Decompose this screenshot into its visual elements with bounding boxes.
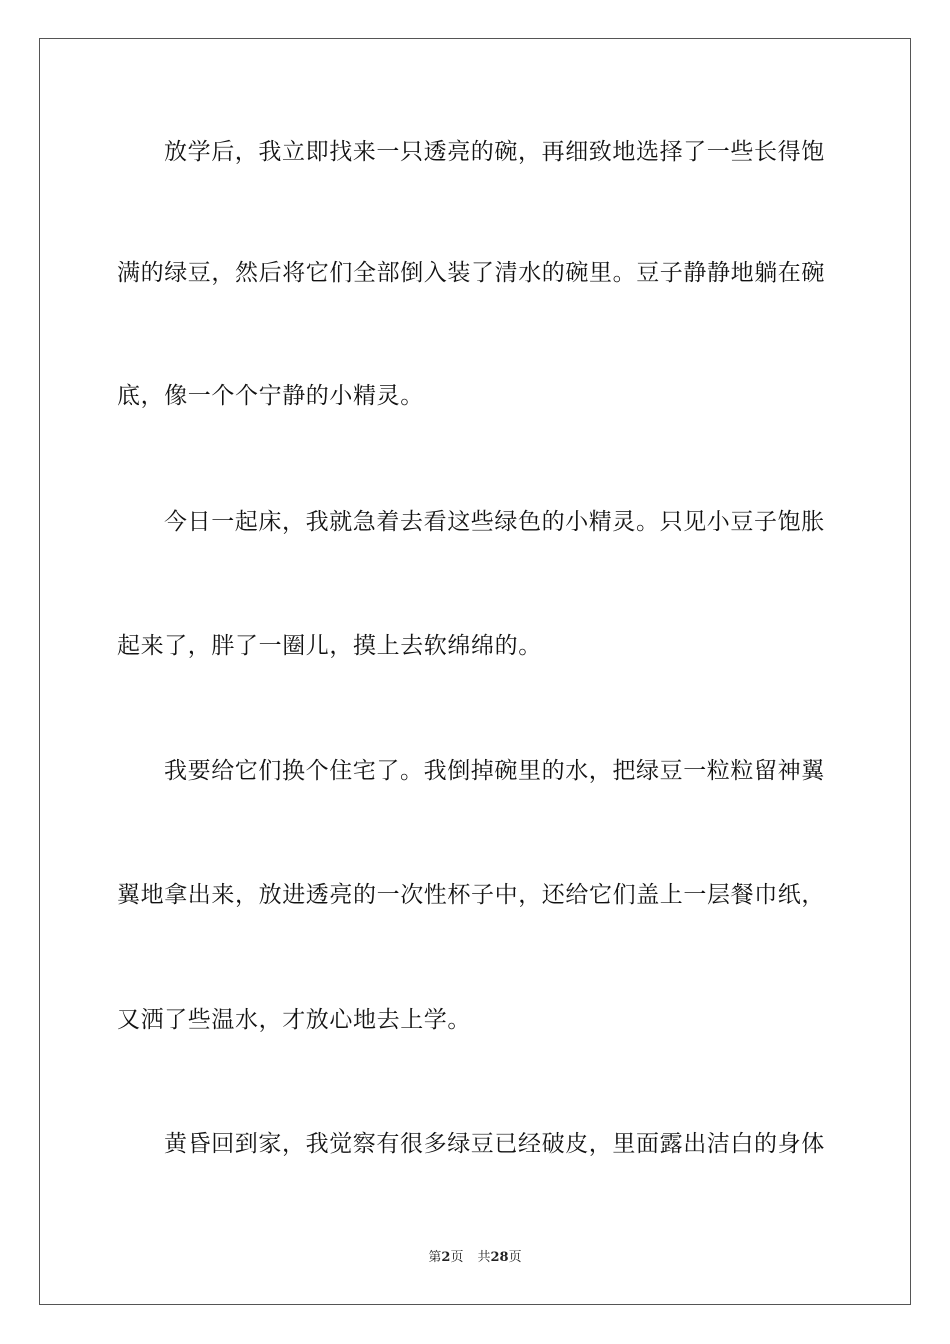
total-suffix: 页 bbox=[508, 1250, 522, 1265]
paragraph-1-line-1: 放学后，我立即找来一只透亮的碗，再细致地选择了一些长得饱 bbox=[164, 139, 825, 165]
paragraph-2-line-1: 今日一起床，我就急着去看这些绿色的小精灵。只见小豆子饱胀 bbox=[164, 509, 825, 535]
page-prefix: 第 bbox=[428, 1250, 442, 1265]
page-footer bbox=[0, 1246, 950, 1265]
paragraph-2-line-2: 起来了，胖了一圈儿，摸上去软绵绵的。 bbox=[117, 633, 542, 659]
total-pages: 28 bbox=[490, 1250, 509, 1265]
paragraph-3-line-1: 我要给它们换个住宅了。我倒掉碗里的水，把绿豆一粒粒留神翼 bbox=[164, 758, 825, 784]
paragraph-3-line-2: 翼地拿出来，放进透亮的一次性杯子中，还给它们盖上一层餐巾纸， bbox=[117, 882, 825, 908]
paragraph-3-line-3: 又洒了些温水，才放心地去上学。 bbox=[117, 1007, 471, 1033]
page-border bbox=[39, 38, 911, 1305]
paragraph-1-line-3: 底，像一个个宁静的小精灵。 bbox=[117, 383, 424, 409]
page-suffix: 页 bbox=[450, 1250, 464, 1265]
page-number: 2 bbox=[441, 1250, 451, 1265]
paragraph-1-line-2: 满的绿豆，然后将它们全部倒入装了清水的碗里。豆子静静地躺在碗 bbox=[117, 260, 825, 286]
paragraph-4-line-1: 黄昏回到家，我觉察有很多绿豆已经破皮，里面露出洁白的身体 bbox=[164, 1131, 825, 1157]
total-prefix: 共 bbox=[477, 1250, 491, 1265]
